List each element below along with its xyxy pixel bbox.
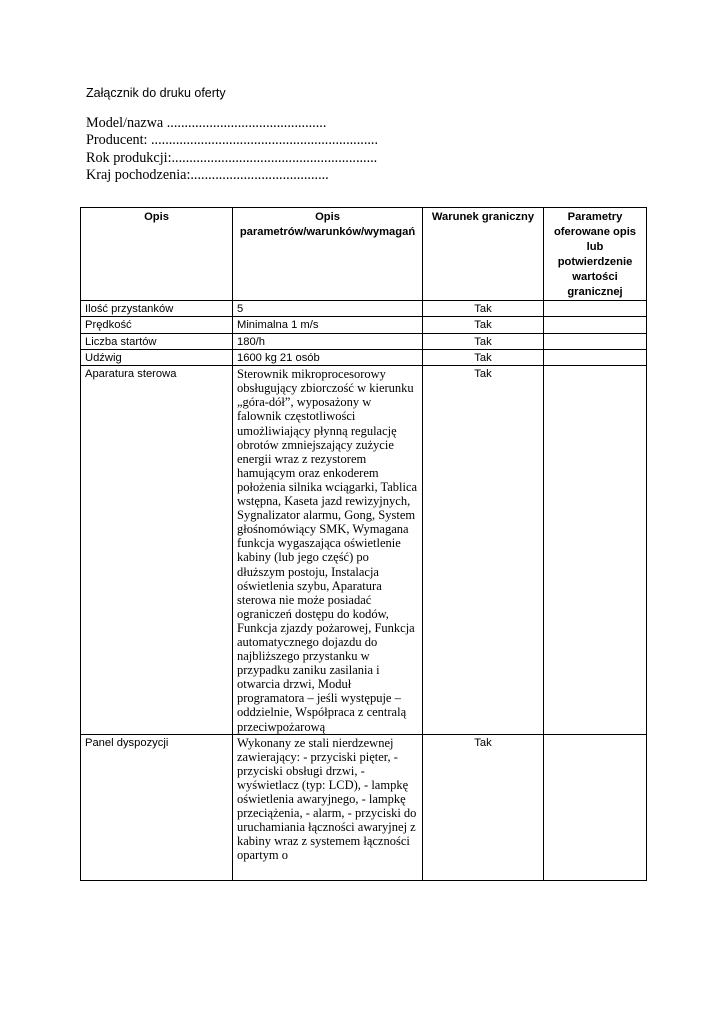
cell-opis: Panel dyspozycji (81, 734, 233, 880)
table-row (81, 333, 647, 349)
cell-warunek: Tak (423, 366, 544, 734)
header-warunek: Warunek graniczny (423, 208, 544, 301)
cell-param: 1600 kg 21 osób (233, 349, 423, 365)
cell-oferta[interactable] (544, 317, 647, 333)
offer-fields (86, 115, 378, 184)
cell-opis: Udźwig (81, 349, 233, 365)
parameters-table (80, 207, 647, 881)
field-country: Kraj pochodzenia:....................................... (86, 166, 329, 183)
cell-param (233, 734, 423, 880)
cell-param-text: Wykonany ze stali nierdzewnej zawierający: - przyciski pięter, - przyciski obsługi drzwi, - wyświetlacz (typ: LCD), - lampkę oświetlenia awaryjnego, - lampkę przeciążenia, - alarm, - przyciski do uruchamiania łączności awaryjnej z kabiny wraz z systemem łączności opartym o (237, 735, 417, 863)
table-row (81, 301, 647, 317)
header-oferta: Parametry oferowane opis lub potwierdzenie wartości granicznej (544, 208, 647, 301)
field-producer: Producent: ................................................................ (86, 132, 379, 149)
cell-warunek: Tak (423, 349, 544, 365)
cell-oferta[interactable] (544, 734, 647, 880)
header-parametry: Opis parametrów/warunków/wymagań (233, 208, 423, 301)
table-header-row (81, 208, 647, 301)
field-model: Model/nazwa ............................................. (86, 115, 327, 131)
cell-param: 5 (233, 301, 423, 317)
table-row (81, 366, 647, 734)
cell-warunek: Tak (423, 317, 544, 333)
cell-opis: Liczba startów (81, 333, 233, 349)
table-row (81, 349, 647, 365)
table-row (81, 734, 647, 880)
cell-oferta[interactable] (544, 333, 647, 349)
document-title: Załącznik do druku oferty (86, 86, 226, 100)
cell-opis: Aparatura sterowa (81, 366, 233, 734)
cell-warunek: Tak (423, 734, 544, 880)
header-opis: Opis (81, 208, 233, 301)
cell-warunek: Tak (423, 333, 544, 349)
cell-oferta[interactable] (544, 301, 647, 317)
cell-param: Minimalna 1 m/s (233, 317, 423, 333)
cell-opis: Ilość przystanków (81, 301, 233, 317)
cell-warunek: Tak (423, 301, 544, 317)
cell-param: 180/h (233, 333, 423, 349)
cell-oferta[interactable] (544, 349, 647, 365)
cell-opis: Prędkość (81, 317, 233, 333)
table-row (81, 317, 647, 333)
cell-param: Sterownik mikroprocesorowy obsługujący zbiorczość w kierunku „góra-dół”, wyposażony w falownik częstotliwości umożliwiający płynną regulację obrotów zmniejszający zużycie energii wraz z rezystorem hamującym oraz enkoderem położenia silnika wciągarki, Tablica wstępna, Kaseta jazd rewizyjnych, Sygnalizator alarmu, Gong, System głośnomówiący SMK, Wymagana funkcja wygaszająca oświetlenie kabiny (lub jego część) po dłuższym postoju, Instalacja oświetlenia szybu, Aparatura sterowa nie może posiadać ograniczeń dostępu do kodów, Funkcja zjazdy pożarowej, Funkcja automatycznego dojazdu do najbliższego przystanku w przypadku zaniku zasilania i otwarcia drzwi, Moduł programatora – jeśli występuje – oddzielnie, Współpraca z centralą przeciwpożarową (233, 366, 423, 734)
field-year: Rok produkcji:.......................................................... (86, 149, 378, 166)
cell-oferta[interactable] (544, 366, 647, 734)
